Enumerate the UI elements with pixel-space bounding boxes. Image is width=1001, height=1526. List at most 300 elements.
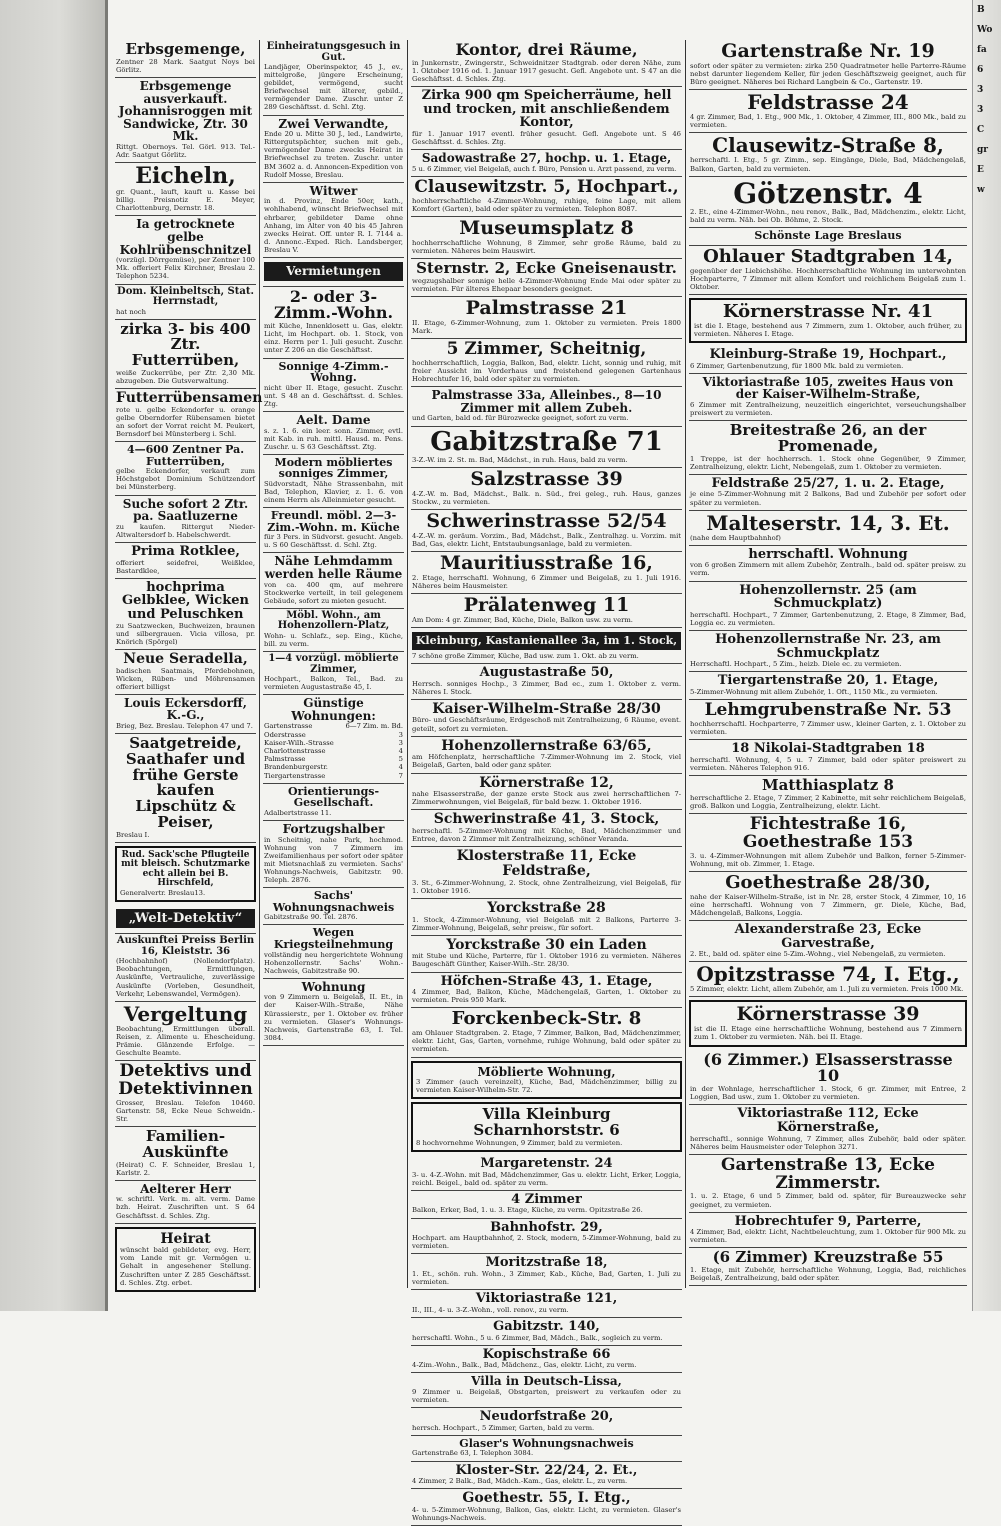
next-page-fragment: Wo [977, 25, 993, 35]
classified-ad [689, 346, 967, 374]
ad-headline: Glaser's Wohnungsnachweis [459, 1436, 634, 1450]
ad-body: Hochpart., Balkon, Tel., Bad. zu vermieten Augustastraße 45, I. [264, 675, 403, 692]
ad-body: hochherrschaftliche 4-Zimmer-Wohnung, ruhige, feine Lage, mit allem Komfort (Garten), bald oder später zu vermieten. Telephon 8087. [412, 196, 681, 213]
classified-ad [115, 1127, 256, 1181]
list-item-street: Brandenburgerstr. [264, 763, 328, 772]
ad-body: herrschaftliche 2. Etage, 7 Zimmer, 2 Kabinette, mit sehr reichlichem Beigelaß, groß. Balkon und Loggia, Zentralheizung, elektr. Licht. [690, 793, 966, 810]
ad-headline: Suche sofort 2 Ztr. pa. Saatluzerne [122, 496, 249, 524]
ad-body: 9 Zimmer u. Beigelaß, Obstgarten, preiswert zu verkaufen oder zu vermieten. [412, 1387, 681, 1405]
ad-headline: Möblierte Wohnung, [477, 1064, 616, 1079]
classified-ad [689, 1155, 967, 1213]
classified-ad [411, 899, 682, 936]
ad-body: Herrschaftl. Hochpart., 5 Zim., heizb. Diele ec. zu vermieten. [690, 660, 902, 669]
classified-ad [115, 78, 256, 163]
ad-headline: hochprima Gelbklee, Wicken und Peluschken [122, 579, 249, 622]
classified-ad [263, 695, 404, 784]
classified-ad [115, 285, 256, 320]
classified-ad [411, 700, 682, 737]
ad-headline: Clausewitz-Straße 8, [712, 133, 944, 158]
ad-body: für 1. Januar 1917 eventl. früher gesucht. Gefl. Angebote unt. S 46 Geschäftsst. d. Schles. Ztg. [412, 130, 681, 147]
ad-body: rote u. gelbe Eckendorfer u. orange gelbe Oberndorfer Rübensamen bietet an sofort der Vorrat reicht M. Peukert, Bernsdorf bei Münsterberg i. Schl. [116, 405, 255, 439]
ad-headline: Vergeltung [123, 1001, 248, 1026]
classified-ad [411, 1008, 682, 1057]
ad-body: nahe der Kaiser-Wilhelm-Straße, ist in Nr. 28, erster Stock, 4 Zimmer, 10, 16 eine herrschaftl. Wohnung von 7 Zimmern, gr. Diele, Küche, Bad, Mädchengelaß, Balkons, Loggia. [690, 892, 966, 917]
classified-ad [411, 1254, 682, 1290]
ad-headline: Fortzugshalber [282, 822, 385, 837]
ad-body: wegzugshalber sonnige helle 4-Zimmer-Wohnung Ende Mai oder später zu vermieten. Für älteres Ehepaar besonders geeignet. [412, 276, 681, 293]
classified-ad [411, 1373, 682, 1408]
ad-headline: Kleinburg, Kastanienallee 3a, im 1. Stock, [412, 632, 681, 650]
classified-ad [263, 359, 404, 412]
next-page-fragment: fa [977, 45, 987, 55]
classified-ad [411, 810, 682, 847]
ad-headline: Witwer [309, 183, 358, 198]
ad-headline: 1—4 vorzügl. möblierte Zimmer, [268, 653, 399, 675]
ad-headline: Matthiasplatz 8 [762, 775, 894, 794]
classified-ad [115, 905, 256, 935]
ad-body: hochherrschaftlich, Loggia, Balkon, Bad, elektr. Licht, sonnig und ruhig, mit freier Aussicht im Vorderhaus und freistehend gelegenen Gartenhaus Hobrechtufer 16, bald oder später zu vermieten. [412, 358, 681, 384]
classified-ad [411, 259, 682, 297]
classified-ad [115, 846, 256, 902]
ad-body: Generalvertr. Breslau13. [120, 888, 206, 897]
ad-headline: Hohenzollernstraße 63/65, [441, 737, 652, 754]
ad-body: (vorzügl. Dörrgemüse), per Zentner 100 Mk. offeriert Felix Kirchner, Breslau 2. Telephon 5234. [116, 256, 255, 281]
classified-ad [115, 734, 256, 843]
ad-headline: Möbl. Wohn., am Hohenzollern-Platz, [277, 609, 390, 632]
classified-ad [263, 412, 404, 455]
classified-ad [411, 177, 682, 217]
ad-headline: Augustastraße 50, [479, 664, 614, 680]
classified-ad [689, 1000, 967, 1046]
ad-body: 5 u. 6 Zimmer, viel Beigelaß, auch f. Büro, Pension u. Arzt passend, zu verm. [412, 164, 677, 173]
ad-headline: Klosterstraße 11, Ecke Feldstraße, [456, 848, 637, 879]
ad-body: Büro- und Geschäftsräume, Erdgeschoß mit Zentralheizung, 6 Räume, event. geteilt, sofort zu vermieten. [412, 716, 681, 733]
ad-headline: Forckenbeck-Str. 8 [451, 1008, 642, 1030]
classified-ad [689, 672, 967, 700]
classified-ad [411, 427, 682, 468]
list-item-rooms: 5 [398, 755, 403, 764]
classified-ad [689, 700, 967, 740]
ad-headline: Hobrechtufer 9, Parterre, [734, 1213, 922, 1229]
ad-headline: Vermietungen [264, 262, 403, 281]
ad-headline: Höfchen-Straße 43, 1. Etage, [440, 973, 653, 989]
ad-headline: Kaiser-Wilhelm-Straße 28/30 [432, 700, 661, 717]
classified-ad [115, 695, 256, 734]
next-page-fragment: 3 [977, 85, 984, 95]
ad-body: Herrsch. sonniges Hochp., 3 Zimmer, Bad ec., zum 1. Oktober z. verm. Näheres I. Stock. [412, 679, 681, 696]
ad-body: Beobachtung, Ermittlungen überall. Reisen, z. Alimente u. Ehescheidung. Prämie. Glänzende Erfolge. — Geschulte Beamte. [116, 1024, 255, 1057]
classified-ad [263, 183, 404, 258]
ad-body: Gabitzstraße 90. Tel. 2876. [264, 913, 358, 922]
classified-ad [263, 40, 404, 116]
classified-ad [411, 936, 682, 973]
classified-ad [263, 258, 404, 287]
ad-body: 4-Z.-W. m. geräum. Vorzim., Bad, Mädchst., Balk., Zentralhzg. u. Vorzim. mit Bad, Gas, elektr. Licht, Entstaubungsanlage, bald zu vermieten. [412, 531, 681, 549]
ad-body: herrschaftl. Hochpart., 7 Zimmer, Gartenbenutzung, 2. Etage, 8 Zimmer, Bad, Loggia ec. zu vermieten. [690, 610, 966, 627]
ad-headline: Körnerstrasse 39 [736, 1003, 920, 1026]
ad-headline: Günstige Wohnungen: [291, 696, 376, 723]
classified-ad [115, 1227, 256, 1292]
ad-body: vollständig neu hergerichtete Wohnung Hohenzollernstr. Sachs' Wohn.-Nachweis, Gabitzstraße 90. [264, 950, 403, 975]
ad-body: 3-Z.-W. im 2. St. m. Bad, Mädchst., in ruh. Haus, bald zu verm. [412, 455, 628, 464]
classified-ad [411, 1408, 682, 1436]
classified-ad [689, 1105, 967, 1154]
classified-ad [689, 1248, 967, 1286]
list-item-rooms: 7 [398, 771, 403, 780]
ad-headline: Gabitzstr. 140, [493, 1318, 600, 1334]
ad-headline: Kopischstraße 66 [482, 1346, 611, 1362]
ad-headline: Aelt. Dame [296, 412, 371, 427]
ad-headline: (6 Zimmer) Kreuzstraße 55 [712, 1248, 944, 1267]
ad-headline: Museumsplatz 8 [459, 216, 634, 239]
column-1 [112, 40, 263, 1288]
ad-headline: Ohlauer Stadtgraben 14, [703, 245, 953, 267]
ad-headline: Hohenzollernstr. 25 (am Schmuckplatz) [739, 582, 917, 612]
ad-body: hat noch [116, 307, 146, 316]
ad-headline: Goethestraße 28/30, [725, 871, 931, 893]
ad-body: 1. u. 2. Etage, 6 und 5 Zimmer, bald od. später, für Bureauzwecke sehr geeignet, zu vermieten. [690, 1192, 966, 1209]
ad-headline: Heirat [160, 1230, 211, 1247]
classified-ad [115, 163, 256, 216]
ad-headline: Goethestr. 55, I. Etg., [462, 1490, 631, 1507]
ad-body: Balkon, Erker, Bad, 1. u. 3. Etage, Küche, zu verm. Opitzstraße 26. [412, 1206, 643, 1215]
ad-list [264, 722, 403, 779]
classified-ad [689, 475, 967, 511]
classified-ad [263, 979, 404, 1046]
classified-ad [263, 821, 404, 888]
ad-headline: Alexanderstraße 23, Ecke Garvestraße, [734, 921, 922, 951]
classified-ad [263, 287, 404, 359]
classified-ad [689, 1213, 967, 1249]
ad-headline: Schwerinstraße 41, 3. Stock, [433, 811, 660, 828]
ad-body: in der Wohnlage, herrschaftlicher 1. Stock, 6 gr. Zimmer, mit Entree, 2 Loggien, Bad usw., zum 1. Oktober zu vermieten. [690, 1085, 966, 1102]
classified-ad [411, 774, 682, 811]
ad-body: II., III., 4- u. 3-Z.-Wohn., voll. renov., zu verm. [412, 1305, 569, 1314]
next-page-fragment: gr [977, 145, 989, 155]
ad-headline: Sadowastraße 27, hochp. u. 1. Etage, [421, 151, 672, 166]
ad-body: 3. u. 4-Zimmer-Wohnungen mit allem Zubehör und Balkon, ferner 5-Zimmer-Wohnung, mit ob. Zimmer, 1. Etage. [690, 851, 966, 868]
ad-headline: Palmstrasse 33a, Alleinbes., 8—10 Zimmer mit allem Zubeh. [431, 388, 662, 415]
ad-headline: Mauritiusstraße 16, [440, 552, 653, 575]
ad-headline: Feldstrasse 24 [747, 90, 909, 115]
ad-body: 4-Z.-W. m. Bad, Mädchst., Balk. n. Süd., frei geleg., ruh. Haus, ganzes Stockw., zu vermieten. [412, 489, 681, 506]
ad-body: zu Saatzwecken, Buchweizen, braunen und silbergrauen. Vicia villosa, pr. Knörich (Spörgel) [116, 621, 255, 646]
ad-body: weiße Zuckerrübe, per Ztr. 2,30 Mk. abzugeben. Die Gutsverwaltung. [116, 368, 255, 385]
classified-ad [411, 387, 682, 426]
ad-body: 4 Zimmer, 2 Balk., Bad, Mädch.-Kam., Gas, elektr. L., zu verm. [412, 1477, 628, 1486]
ad-body: 4 Zimmer, Bad, Balkon, Küche, Mädchengelaß, Garten, 1. Oktober zu vermieten. Preis 950 Mark. [412, 988, 681, 1005]
ad-headline: Viktoriastraße 121, [475, 1291, 618, 1307]
ad-headline: Palmstrasse 21 [465, 296, 628, 319]
classified-ad [689, 298, 967, 343]
next-page-fragment: C [977, 125, 985, 135]
ad-body: 1. Stock, 4-Zimmer-Wohnung, viel Beigelaß mit 2 Balkons, Parterre 3-Zimmer-Wohnung, Beigelaß, sehr preisw., für sofort. [412, 915, 681, 932]
ad-body: 5 Zimmer, elektr. Licht, allem Zubehör, am 1. Juli zu vermieten. Preis 1000 Mk. [690, 985, 964, 994]
classified-ad [115, 1002, 256, 1061]
classified-ad [115, 1181, 256, 1224]
ad-headline: Freundl. möbl. 2—3-Zim.-Wohn. m. Küche [267, 509, 400, 534]
classified-ad [263, 784, 404, 821]
list-item-rooms: 3 [398, 730, 403, 739]
ad-body: 2. Etage, herrschaftl. Wohnung, 6 Zimmer und Beigelaß, zu 1. Juli 1916. Näheres beim Hausmeister. [412, 574, 681, 591]
ad-headline: zirka 3- bis 400 Ztr. Futterrüben, [120, 319, 251, 370]
ad-body: 3 Zimmer (auch vereinzelt), Küche, Bad, Mädchenzimmer, billig zu vermieten Kaiser-Wilhelm-Str. 72. [416, 1078, 677, 1095]
column-2 [260, 40, 408, 1288]
ad-headline: Moritzstraße 18, [485, 1255, 608, 1271]
ad-body: hochherrschaftliche Wohnung, 8 Zimmer, sehr große Räume, bald zu vermieten. Näheres beim Hauswirt. [412, 238, 681, 255]
ad-headline: Sternstr. 2, Ecke Gneisenaustr. [416, 259, 677, 278]
ad-headline: Gartenstraße Nr. 19 [721, 40, 935, 62]
ad-body: 5-Zimmer-Wohnung mit allem Zubehör, 1. Oft., 1150 Mk., zu vermieten. [690, 688, 938, 696]
classified-ad [689, 374, 967, 421]
ad-headline: 5 Zimmer, Scheitnig, [446, 339, 647, 360]
classified-ad [689, 1050, 967, 1106]
ad-headline: Breitestraße 26, an der Promenade, [729, 421, 927, 455]
classified-ad [263, 553, 404, 608]
ad-body: Landjäger, Oberinspektor, 45 J., ev., mittelgroße, jüngere Erscheinung, gebildet, vermögend, sucht Briefwechsel mit älterer, gebild., vermögender Dame. Zuschr. unter Z 289 Geschäftsst. d. Schl. Ztg. [264, 63, 403, 112]
column-3 [408, 40, 686, 1523]
ad-headline: Kloster-Str. 22/24, 2. Et., [455, 1462, 638, 1478]
ad-headline: Hohenzollernstraße Nr. 23, am Schmuckplatz [715, 631, 941, 661]
ad-headline: Tiergartenstraße 20, 1. Etage, [717, 673, 939, 689]
ad-headline: Margaretenstr. 24 [480, 1155, 613, 1171]
ad-body: s. z. 1. 6. ein leer. sonn. Zimmer, evtl. mit Kab. in ruh. mittl. Hausd. m. Pens. Zuschr. u. S 63 Geschäftsst. Ztg. [264, 426, 403, 451]
ad-headline: Zwei Verwandte, [278, 116, 389, 131]
classified-ad [411, 468, 682, 510]
ad-body: zu kaufen. Rittergut Nieder-Altwaltersdorf b. Habelschwerdt. [116, 522, 255, 539]
ad-body: Am Dom: 4 gr. Zimmer, Bad, Küche, Diele, Balkon usw. zu verm. [412, 616, 633, 625]
ad-headline: Eicheln, [135, 163, 236, 190]
ad-headline: Sonnige 4-Zimm.-Wohng. [278, 359, 389, 385]
newspaper-page [112, 40, 970, 1523]
ad-headline: Feldstraße 25/27, 1. u. 2. Etage, [711, 475, 945, 491]
ad-body: Ende 20 u. Mitte 30 J., led., Landwirte, Rittergutspächter, suchen mit geb., vermögender Dame zwecks Heirat in Briefwechsel zu treten. Zuschr. unter BM 3602 a. d. Annoncen-Expedition von Rudolf Mosse, Breslau. [264, 130, 403, 179]
ad-body: in d. Provinz, Ende 50er, kath., wohlhabend, wünscht Briefwechsel mit ehrbarer, gebildeter Dame ohne Anhang, im Alter von 40 bis 45 Jahren zwecks Heirat. Off. unter R. I. 7144 a. d. Annonc.-Exped. Rich. Landsberger, Breslau V. [264, 197, 403, 254]
classified-ad [689, 90, 967, 133]
next-page-edge [972, 0, 1001, 1311]
classified-ad [411, 1191, 682, 1219]
ad-headline: Neudorfstraße 20, [479, 1409, 614, 1425]
classified-ad [411, 297, 682, 339]
ad-body: von 9 Zimmern u. Beigelaß, II. Et., in der Kaiser-Wilh.-Straße, Nähe Kürassierstr., per 1. Oktober ev. früher zu vermieten. Glaser's Wohnungs-Nachweis, Gartenstraße 63, I. Tel. 3084. [264, 993, 403, 1042]
ad-body: von ca. 400 qm, auf mehrere Stockwerke verteilt, in teil gelegenem Gebäude, sofort zu mieten gesucht. [264, 580, 403, 605]
ad-headline: Körnerstraße 12, [479, 774, 614, 791]
classified-ad [689, 546, 967, 582]
ad-headline: Schwerinstrasse 52/54 [426, 510, 667, 533]
list-item-street: Kaiser-Wilh.-Strasse [264, 738, 334, 747]
classified-ad [411, 1290, 682, 1318]
ad-headline: Kontor, drei Räume, [455, 40, 638, 59]
classified-ad [689, 740, 967, 776]
list-item-rooms: 3 [398, 738, 403, 747]
ad-headline: Lehmgrubenstraße Nr. 53 [704, 700, 952, 721]
classified-ad [411, 973, 682, 1009]
classified-ad [411, 1061, 682, 1100]
ad-headline: 4—600 Zentner Pa. Futterrüben, [126, 443, 245, 468]
ad-headline: herrschaftl. Wohnung [748, 546, 908, 562]
ad-body: 4 Zimmer, Bad, elektr. Licht, Nachtbeleuchtung, zum 1. Oktober für 900 Mk. zu vermieten. [690, 1228, 966, 1245]
classified-ad [411, 1436, 682, 1462]
classified-ad [689, 921, 967, 962]
classified-ad [689, 40, 967, 90]
ad-headline: Detektivs und Detektivinnen [118, 1061, 253, 1099]
ad-headline: (6 Zimmer.) Elsasserstrasse 10 [703, 1049, 953, 1086]
ad-body: herrschaftl. Wohnung, 4, 5 u. 7 Zimmer, bald oder später preiswert zu vermieten. Näheres Telephon 916. [690, 755, 966, 772]
ad-body: wünscht bald gebildeter, evg. Herr, vom Lande mit gr. Vermögen u. Gehalt in angesehener Stellung. Zuschriften unter Z 285 Geschäftsst. d. Schles. Ztg. erbet. [120, 1246, 251, 1287]
classified-ad [411, 1219, 682, 1255]
ad-body: Zentner 28 Mark. Saatgut Noys bei Görlitz. [116, 57, 255, 74]
classified-ad [411, 87, 682, 150]
ad-headline: Erbsgemenge, [125, 40, 246, 58]
ad-body: ist die II. Etage eine herrschaftliche Wohnung, bestehend aus 7 Zimmern zum 1. Oktober zu vermieten. Näh. bei II. Etage. [694, 1025, 962, 1042]
ad-body: Rittgt. Obernoys. Tel. Görl. 913. Tel.-Adr. Saatgut Görlitz. [116, 142, 255, 159]
ad-headline: Villa in Deutsch-Lissa, [471, 1374, 622, 1389]
ad-headline: Auskunftei Preiss Berlin 16, Kleiststr. 36 [116, 935, 255, 957]
ad-body: 7 schöne große Zimmer, Küche, Bad usw. zum 1. Okt. ab zu verm. [412, 651, 639, 660]
ad-body: Hochpart. am Hauptbahnhof, 2. Stock, modern, 5-Zimmer-Wohnung, bald zu vermieten. [412, 1234, 681, 1251]
ad-headline: Götzenstr. 4 [733, 176, 923, 210]
ad-body: Wohn- u. Schlafz., sep. Eing., Küche, bill. zu verm. [264, 631, 403, 648]
classified-ad [115, 579, 256, 650]
ad-headline: Modern möbliertes sonniges Zimmer, [274, 455, 393, 481]
ad-body: 8 hochvornehme Wohnungen, 9 Zimmer, bald zu vermieten. [416, 1138, 623, 1147]
classified-ad [411, 628, 682, 664]
ad-headline: Kleinburg-Straße 19, Hochpart., [709, 346, 947, 362]
ad-headline: Sachs' Wohnungsnachweis [272, 889, 395, 914]
book-gutter [0, 0, 108, 1311]
ad-body: und Garten, bald od. für Bürozwecke geeignet, sofort zu verm. [412, 414, 629, 423]
classified-ad [411, 1318, 682, 1346]
ad-body: II. Etage, 6-Zimmer-Wohnung, zum 1. Oktober zu vermieten. Preis 1800 Mark. [412, 318, 681, 335]
ad-headline: Saatgetreide, Saathafer und frühe Gerste kaufen Lipschütz & Peiser, [125, 734, 246, 831]
ad-headline: 18 Nikolai-Stadtgraben 18 [731, 741, 925, 757]
ad-headline: Schönste Lage Breslaus [754, 229, 902, 243]
classified-ad [115, 496, 256, 543]
list-item [264, 747, 403, 755]
list-item-street: Tiergartenstrasse [264, 771, 326, 780]
ad-body: Breslau I. [116, 830, 150, 839]
column-4 [686, 40, 970, 1288]
ad-headline: Familien-Auskünfte [142, 1127, 229, 1161]
classified-ad [411, 150, 682, 177]
ad-body: je eine 5-Zimmer-Wohnung mit 2 Balkons, Bad und Zubehör per sofort oder später zu vermieten. [690, 490, 966, 507]
ad-body: badischen Saatmais, Pferdebohnen, Wicken, Rüben- und Möhrensamen offeriert billigst [116, 666, 255, 691]
ad-body: (Hochbahnhof) (Nollendorfplatz). Beobachtungen, Ermittlungen, Auskünfte, Vertrauliche, zuverlässige Auskünfte (Vorleben, Gesundheit, Verkehr, Lebenswandel, Vermögen). [116, 957, 255, 998]
list-item [264, 755, 403, 763]
classified-ad [411, 1102, 682, 1152]
classified-ad [689, 228, 967, 246]
classified-ad [689, 962, 967, 997]
list-item-street: Gartenstrasse [264, 722, 313, 731]
ad-body: 3. St., 6-Zimmer-Wohnung, 2. Stock, ohne Zentralheizung, viel Beigelaß, für 1. Oktober 1916. [412, 878, 681, 895]
next-page-fragment: 6 [977, 65, 984, 75]
ad-body: Gartenstraße 63, I. Telephon 3084. [412, 1449, 534, 1458]
classified-ad [689, 511, 967, 546]
classified-ad [115, 1061, 256, 1127]
list-item [264, 731, 403, 739]
classified-ad [411, 594, 682, 628]
ad-body: 1. Et., schön. ruh. Wohn., 3 Zimmer, Kab., Küche, Bad, Garten, 1. Juli zu vermieten. [412, 1269, 681, 1287]
ad-body: gelbe Eckendorfer, verkauft zum Höchstgebot Dominium Schützendorf bei Münsterberg. [116, 467, 255, 492]
classified-ad [115, 650, 256, 695]
ad-body: hochherrschaftl. Hochparterre, 7 Zimmer usw., kleiner Garten, z. 1. Oktober zu vermieten. [690, 719, 966, 737]
ad-headline: Bahnhofstr. 29, [490, 1219, 603, 1235]
ad-headline: Malteserstr. 14, 3. Et. [706, 510, 950, 535]
ad-headline: Clausewitzstr. 5, Hochpart., [414, 176, 679, 197]
classified-ad [689, 776, 967, 814]
classified-ad [689, 246, 967, 295]
classified-ad [411, 1462, 682, 1490]
ad-headline: Fichtestraße 16, Goethestraße 153 [742, 813, 914, 852]
ad-headline: Ia getrocknete gelbe Kohlrübenschnitzel [119, 217, 252, 257]
classified-ad [689, 814, 967, 872]
classified-ad [115, 320, 256, 389]
ad-headline: Gabitzstraße 71 [430, 426, 663, 457]
classified-ad [115, 40, 256, 78]
classified-ad [411, 1346, 682, 1374]
ad-headline: Körnerstrasse Nr. 41 [722, 300, 934, 322]
ad-headline: Orientierungs-Gesellschaft. [287, 784, 380, 810]
ad-body: gegenüber der Liebichshöhe. Hochherrschaftliche Wohnung im unterwohnten Hochparterre, 7 Zimmer mit allem Komfort und reichlichem Beigelaß zum 1. Oktober. [690, 266, 966, 291]
list-item-street: Palmstrasse [264, 755, 306, 764]
ad-body: herrschaftl. I. Etg., 5 gr. Zimm., sep. Eingänge, Diele, Bad, Mädchengelaß, Balkon, Garten, bald zu vermieten. [690, 156, 966, 173]
ad-headline: Dom. Kleinbeltsch, Stat. Herrnstadt, [117, 285, 254, 308]
ad-body: 3- u. 4-Z.-Wohn. mit Bad, Mädchenzimmer, Gas u. elektr. Licht, Erker, Loggia, reichl. Beigel., bald od. später zu verm. [412, 1170, 681, 1187]
ad-headline: Zirka 900 qm Speicherräume, hell und trocken, mit anschließendem Kontor, [421, 88, 672, 131]
ad-body: Grosser, Breslau. Telefon 10460. Gartenstr. 58, Ecke Neue Schweidn.-Str. [116, 1098, 255, 1123]
ad-headline: 4 Zimmer [511, 1191, 582, 1207]
ad-headline: Prima Rotklee, [131, 543, 240, 559]
ad-body: nahe Elsasserstraße, der ganze erste Stock aus zwei herrschaftlichen 7-Zimmerwohnungen, viel Beigelaß, für bald bezw. 1. Oktober 1916. [412, 790, 681, 807]
ad-body: Adalbertstrasse 11. [264, 808, 332, 817]
ad-body: 2. Et., bald od. später eine 5-Zim.-Wohng., viel Nebengelaß, zu vermieten. [690, 950, 946, 959]
classified-ad [689, 421, 967, 475]
ad-body: herrschaftl., sonnige Wohnung, 7 Zimmer, alles Zubehör, bald oder später. Näheres beim Hausmeister oder Telephon 3271. [690, 1134, 966, 1151]
ad-body: 4-Zim.-Wohn., Balk., Bad, Mädchenz., Gas, elektr. Licht, zu verm. [412, 1361, 637, 1370]
list-item-rooms: 6—7 Zim. m. Bd. [345, 722, 403, 731]
ad-body: 1 Treppe, ist der hochherrsch. 1. Stock ohne Gegenüber, 9 Zimmer, Zentralheizung, elektr. Licht, Nebengelaß, zum 1. Oktober zu vermieten. [690, 454, 966, 471]
ad-headline: Erbsgemenge ausverkauft. Johannisroggen mit Sandwicke, Ztr. 30 Mk. [118, 78, 253, 144]
list-item-rooms: 4 [398, 747, 403, 756]
classified-ad [411, 510, 682, 552]
ad-body: herrsch. Hochpart., 5 Zimmer, Garten, bald zu verm. [412, 1423, 595, 1432]
classified-ad [263, 116, 404, 183]
ad-headline: Einheiratungsgesuch in Gut. [266, 41, 401, 63]
ad-headline: Rud. Sack'sche Pflugteile mit bleisch. Schutzmarke echt allein bei B. Hirschfeld, [121, 849, 250, 889]
ad-body: 6 Zimmer, Gartenbenutzung, für 1800 Mk. bald zu vermieten. [690, 361, 904, 370]
ad-body: nicht über II. Etage, gesucht. Zuschr. unt. S 48 an d. Geschäftsst. d. Schles. Ztg. [264, 383, 403, 408]
ad-body: offeriert seidefrei, Weißklee, Bastardklee, [116, 558, 255, 575]
ad-headline: Yorckstraße 30 ein Laden [446, 936, 647, 953]
ad-body: in Scheitnig, nahe Park, hochmod. Wohnung von 7 Zimmern im Zweifamilienhaus per sofort oder später mit Mietsnachlaß zu vermieten. Sachs' Wohnungs-Nachweis, Gabitzstr. 90. Teleph. 2876. [264, 835, 404, 885]
classified-ad [115, 216, 256, 284]
ad-headline: Louis Eckersdorff, K.-G., [124, 695, 247, 723]
ad-body: Brieg, Bez. Breslau. Telephon 47 und 7. [116, 722, 253, 731]
ad-body: w. schriftl. Verk. m. alt. verm. Dame bzh. Heirat. Zuschriften unt. S 64 Geschäftsst. d. Schles. Ztg. [116, 1195, 255, 1220]
list-item [264, 772, 403, 780]
classified-ad [115, 543, 256, 579]
classified-ad [263, 508, 404, 553]
ad-headline: Futterrübensamen [116, 390, 263, 407]
classified-ad [411, 339, 682, 387]
classified-ad [115, 934, 256, 1001]
ad-body: herrschaftl. 5-Zimmer-Wohnung mit Küche, Bad, Mädchenzimmer und Entree, davon 2 Zimmer mit Zentralheizung, schöner Veranda. [412, 827, 681, 844]
ad-headline: Salzstrasse 39 [470, 467, 623, 490]
classified-ad [689, 582, 967, 631]
ad-headline: Aelterer Herr [140, 1181, 231, 1196]
ad-headline: Wohnung [301, 979, 366, 994]
ad-body: für 3 Pers. in Südvorst. gesucht. Angeb. u. S 60 Geschäftsst. d. Schl. Ztg. [264, 533, 403, 550]
